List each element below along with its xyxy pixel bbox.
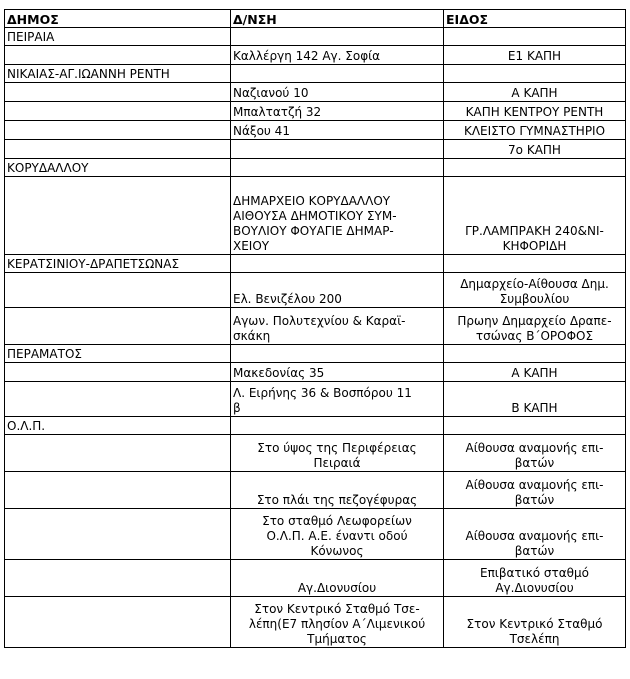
entry-row [5, 177, 626, 255]
address-line: Κόνωνος [310, 544, 364, 558]
entry-row [5, 83, 626, 102]
address-cell [231, 140, 444, 159]
entry-row [5, 509, 626, 560]
type-line: Β ΚΑΠΗ [511, 401, 558, 415]
entry-row [5, 121, 626, 140]
entry-row [5, 140, 626, 159]
address-cell [231, 273, 444, 308]
type-cell [444, 509, 626, 560]
address-cell: Καλλέργη 142 Αγ. Σοφία [231, 46, 444, 65]
empty-cell [5, 140, 231, 159]
type-cell: ΚΑΠΗ ΚΕΝΤΡΟΥ ΡΕΝΤΗ [444, 102, 626, 121]
entry-row [5, 273, 626, 308]
address-line: ΧΕΙΟΥ [233, 239, 270, 253]
type-line: Αγ.Διονυσίου [495, 581, 574, 595]
empty-cell [5, 382, 231, 417]
group-row [5, 65, 626, 83]
group-row [5, 255, 626, 273]
empty-cell [444, 255, 626, 273]
empty-cell [231, 65, 444, 83]
type-cell [444, 308, 626, 345]
type-cell [444, 472, 626, 509]
address-cell [231, 509, 444, 560]
empty-cell [5, 560, 231, 597]
entry-row [5, 472, 626, 509]
municipality-cell: Ο.Λ.Π. [5, 417, 231, 435]
type-line: Πρωην Δημαρχείο Δραπε- [457, 314, 612, 328]
type-line: βατών [514, 493, 555, 507]
type-cell [444, 560, 626, 597]
type-cell [444, 597, 626, 648]
empty-cell [5, 435, 231, 472]
empty-cell [231, 345, 444, 363]
type-line: βατών [514, 456, 555, 470]
header-address: Δ/ΝΣΗ [231, 10, 444, 28]
type-line: βατών [514, 544, 555, 558]
type-line: ΚΗΦΟΡΙΔΗ [502, 239, 567, 253]
type-cell [444, 435, 626, 472]
address-line: ΔΗΜΑΡΧΕΙΟ ΚΟΡΥΔΑΛΛΟΥ [233, 194, 391, 208]
empty-cell [444, 28, 626, 46]
header-row [5, 10, 626, 28]
empty-cell [5, 597, 231, 648]
empty-cell [444, 417, 626, 435]
type-cell: 7ο ΚΑΠΗ [444, 140, 626, 159]
empty-cell [5, 46, 231, 65]
address-cell [231, 177, 444, 255]
address-line: Ο.Λ.Π. Α.Ε. έναντι οδού [266, 529, 408, 543]
entry-row [5, 560, 626, 597]
empty-cell [5, 121, 231, 140]
empty-cell [231, 159, 444, 177]
address-line: ΑΙΘΟΥΣΑ ΔΗΜΟΤΙΚΟΥ ΣΥΜ- [233, 209, 397, 223]
address-cell: Ναζιανού 10 [231, 83, 444, 102]
type-line: Δημαρχείο-Αίθουσα Δημ. [460, 277, 609, 291]
type-line: Στον Κεντρικό Σταθμό [466, 617, 603, 631]
empty-cell [444, 159, 626, 177]
empty-cell [231, 417, 444, 435]
locations-table [4, 9, 626, 648]
header-type: ΕΙΔΟΣ [444, 10, 626, 28]
municipality-cell: ΠΕΡΑΜΑΤΟΣ [5, 345, 231, 363]
empty-cell [5, 472, 231, 509]
empty-cell [5, 509, 231, 560]
address-line: Στο ύψος της Περιφέρειας [257, 441, 417, 455]
address-line: Στο πλάι της πεζογέφυρας [256, 493, 418, 507]
address-cell: Μπαλτατζή 32 [231, 102, 444, 121]
type-line: Επιβατικό σταθμό [479, 566, 589, 580]
empty-cell [231, 28, 444, 46]
type-line: τσώνας Β΄ΟΡΟΦΟΣ [475, 329, 594, 343]
type-cell [444, 273, 626, 308]
address-cell [231, 382, 444, 417]
group-row [5, 159, 626, 177]
type-cell: Α ΚΑΠΗ [444, 83, 626, 102]
entry-row [5, 46, 626, 65]
entry-row [5, 382, 626, 417]
type-line: ΓΡ.ΛΑΜΠΡΑΚΗ 240&ΝΙ- [465, 224, 604, 238]
type-cell [444, 382, 626, 417]
address-line: λέπη(Ε7 πλησίον Α΄Λιμενικού [248, 617, 426, 631]
address-line: Λ. Ειρήνης 36 & Βοσπόρου 11 [233, 386, 412, 400]
empty-cell [5, 177, 231, 255]
address-cell [231, 597, 444, 648]
header-municipality: ΔΗΜΟΣ [5, 10, 231, 28]
entry-row [5, 363, 626, 382]
type-cell: Α ΚΑΠΗ [444, 363, 626, 382]
type-line: Τσελέπη [509, 632, 560, 646]
address-line: β [233, 401, 241, 415]
empty-cell [5, 102, 231, 121]
empty-cell [5, 308, 231, 345]
empty-cell [444, 65, 626, 83]
type-cell [444, 177, 626, 255]
address-cell: Νάξου 41 [231, 121, 444, 140]
entry-row [5, 102, 626, 121]
address-line: Ελ. Βενιζέλου 200 [233, 292, 342, 306]
type-line: Αίθουσα αναμονής επι- [465, 529, 604, 543]
address-cell [231, 560, 444, 597]
empty-cell [444, 345, 626, 363]
type-cell: ΚΛΕΙΣΤΟ ΓΥΜΝΑΣΤΗΡΙΟ [444, 121, 626, 140]
entry-row [5, 308, 626, 345]
empty-cell [5, 363, 231, 382]
group-row [5, 417, 626, 435]
entry-row [5, 597, 626, 648]
entry-row [5, 435, 626, 472]
address-line: Στον Κεντρικό Σταθμό Τσε- [254, 602, 420, 616]
group-row [5, 345, 626, 363]
address-cell [231, 308, 444, 345]
address-line: Αγων. Πολυτεχνίου & Καραϊ- [233, 314, 406, 328]
address-line: Πειραιά [313, 456, 361, 470]
address-line: Αγ.Διονυσίου [297, 581, 377, 595]
municipality-cell: ΠΕΙΡΑΙΑ [5, 28, 231, 46]
address-line: ΒΟΥΛΙΟΥ ΦΟΥΑΓΙΕ ΔΗΜΑΡ- [233, 224, 394, 238]
type-line: Αίθουσα αναμονής επι- [465, 441, 604, 455]
address-line: σκάκη [233, 329, 271, 343]
empty-cell [5, 83, 231, 102]
address-line: Στο σταθμό Λεωφορείων [262, 514, 412, 528]
empty-cell [231, 255, 444, 273]
address-cell: Μακεδονίας 35 [231, 363, 444, 382]
municipality-cell: ΚΟΡΥΔΑΛΛΟΥ [5, 159, 231, 177]
type-cell: Ε1 ΚΑΠΗ [444, 46, 626, 65]
address-line: Τμήματος [307, 632, 367, 646]
address-cell [231, 472, 444, 509]
address-cell [231, 435, 444, 472]
municipality-cell: ΝΙΚΑΙΑΣ-ΑΓ.ΙΩΑΝΝΗ ΡΕΝΤΗ [5, 65, 231, 83]
type-line: Αίθουσα αναμονής επι- [465, 478, 604, 492]
municipality-cell: ΚΕΡΑΤΣΙΝΙΟΥ-ΔΡΑΠΕΤΣΩΝΑΣ [5, 255, 231, 273]
group-row [5, 28, 626, 46]
type-line: Συμβουλίου [499, 292, 570, 306]
empty-cell [5, 273, 231, 308]
